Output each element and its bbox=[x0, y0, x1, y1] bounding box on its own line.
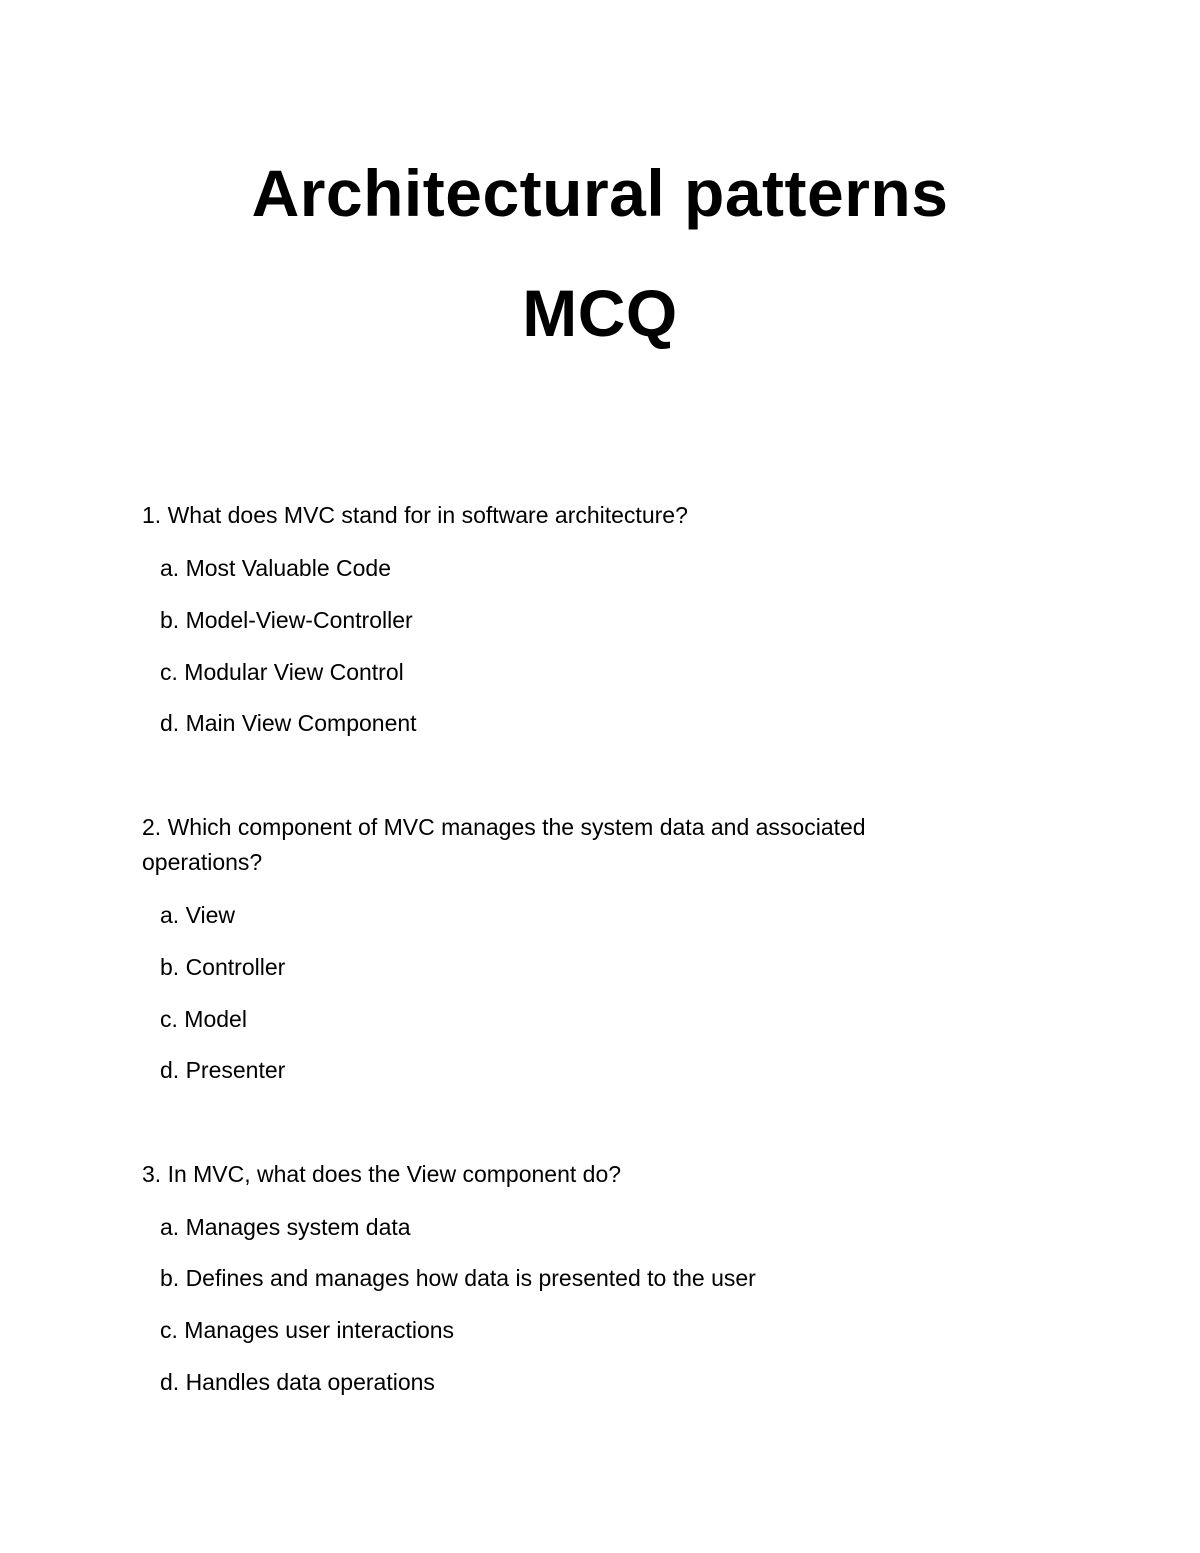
question-3-option-a: a. Manages system data bbox=[160, 1214, 411, 1240]
question-3-option-c: c. Manages user interactions bbox=[160, 1317, 455, 1343]
question-2-option-c: c. Model bbox=[160, 1006, 247, 1032]
question-3-option-b: b. Defines and manages how data is presented to the user bbox=[160, 1265, 756, 1291]
question-3-option-d: d. Handles data operations bbox=[160, 1369, 435, 1395]
question-1-option-b: b. Model-View-Controller bbox=[160, 607, 413, 633]
question-1-option-d: d. Main View Component bbox=[160, 710, 417, 736]
question-2-option-b: b. Controller bbox=[160, 954, 286, 980]
question-1-text: 1. What does MVC stand for in software architecture? bbox=[142, 502, 688, 528]
question-2-option-a: a. View bbox=[160, 902, 236, 928]
question-1-option-a: a. Most Valuable Code bbox=[160, 555, 391, 581]
document-title: Architectural patterns bbox=[251, 156, 949, 230]
question-3-text: 3. In MVC, what does the View component do? bbox=[142, 1161, 622, 1187]
question-2-text: 2. Which component of MVC manages the system data and associated operations? bbox=[142, 814, 866, 875]
document-subtitle: MCQ bbox=[522, 276, 678, 350]
question-1-option-c: c. Modular View Control bbox=[160, 659, 404, 685]
question-2-option-d: d. Presenter bbox=[160, 1057, 286, 1083]
